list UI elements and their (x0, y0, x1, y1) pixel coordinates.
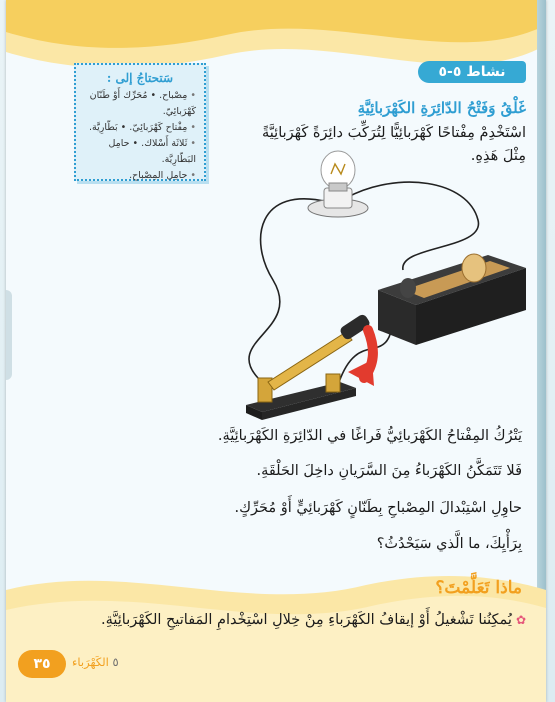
section-title: غَلْقُ وَفَتْحُ الدّائِرَةِ الكَهْرَبائِيَّةِ (357, 99, 526, 117)
switch (246, 313, 371, 420)
materials-list (84, 88, 196, 184)
chapter-name: الكَهْرَباء (72, 655, 109, 669)
learned-title: ماذا تَعَلَّمْتَ؟ (435, 578, 522, 598)
materials-item: • مِصْباح. • مُحَرِّك أَوْ طَنّان كَهْرَبائِيّ. (84, 88, 196, 120)
materials-item: • مِفْتاح كَهْرَبائِيّ. • بَطّارِيَّة. (84, 120, 196, 136)
materials-title: سَتحتاجُ إلى : (106, 71, 174, 85)
chapter-label (72, 655, 119, 669)
intro-line-2: مِثْلَ هَذِهِ. (470, 148, 526, 164)
body-paragraph-3: حاوِلِ اسْتِبْدالَ المِصْباحِ بِطَنّانٍ كَهْرَبائِيٍّ أَوْ مُحَرِّكٍ. (234, 500, 522, 516)
circuit-illustration (228, 150, 544, 420)
learned-text (56, 612, 526, 628)
battery (378, 254, 526, 345)
body-paragraph-2: فَلا تَتَمَكَّنُ الكَهْرَباءُ مِنَ السَّرَيانِ داخِلَ الحَلْقَةِ. (256, 463, 522, 479)
learned-sentence: يُمكِنُنا تَشْغيلُ أَوْ إيقافُ الكَهْرَباءِ مِنْ خِلالِ اسْتِخْدامِ المَفاتيحِ الكَهْرَبائِيَّةِ. (101, 612, 512, 628)
wire-bulb-to-battery (346, 182, 479, 270)
activity-badge (418, 61, 526, 83)
materials-box (74, 63, 206, 181)
page-number-badge (18, 650, 66, 678)
page-number: ٣٥ (33, 656, 51, 672)
activity-label: نشاط ٥-٥ (438, 64, 506, 80)
materials-item: • ثَلاثَة أَسْلاك. • حامِل البَطّارِيَّة. (84, 136, 196, 168)
bullet-icon: ✿ (515, 613, 526, 627)
body-question: بِرَأْيِكَ، ما الَّذي سَيَحْدُثُ؟ (376, 536, 522, 552)
book-page (6, 0, 546, 702)
materials-item: • حامِل المِصْباح. (84, 168, 196, 184)
page-turn-tab[interactable] (6, 290, 12, 380)
body-paragraph-1: يَتْرُكُ المِفْتاحُ الكَهْرَبائِيُّ فَراغًا في الدّائِرَةِ الكَهْرَبائِيَّةِ. (217, 428, 522, 444)
intro-line-1: اسْتَخْدِمْ مِفْتاحًا كَهْرَبائِيًّا لِتُرَكِّبَ دائِرَةً كَهْرَبائِيَّةً (262, 125, 526, 141)
chapter-number: ٥ (112, 655, 119, 669)
bulb (308, 151, 368, 217)
